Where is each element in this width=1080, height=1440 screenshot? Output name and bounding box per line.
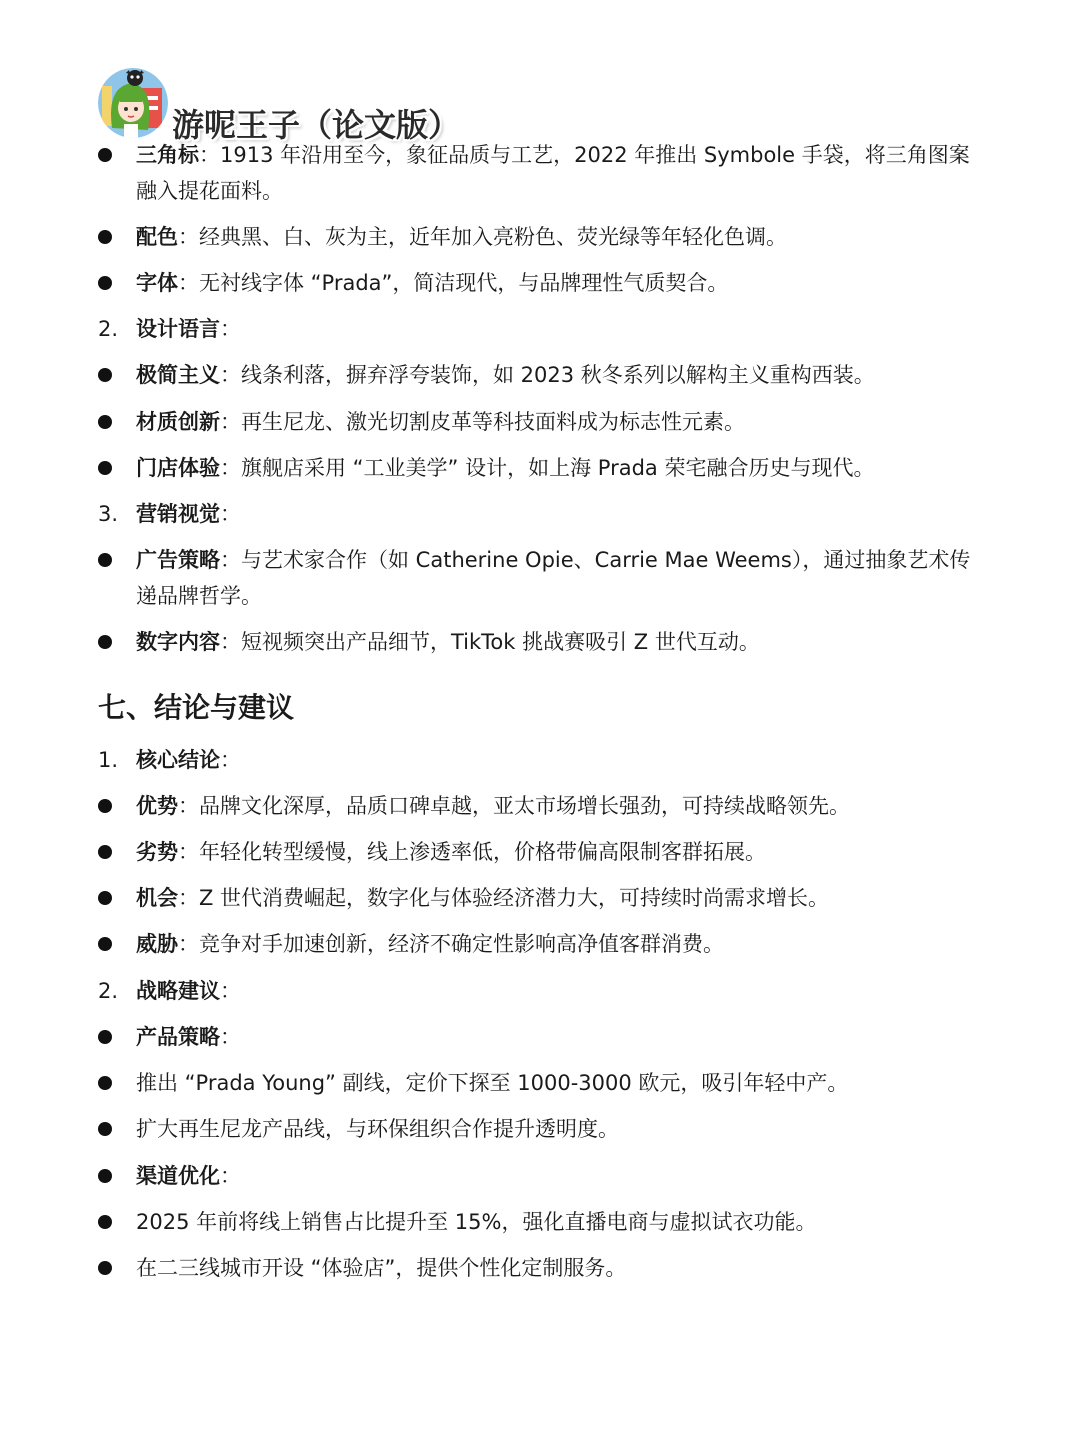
item-label: 设计语言 [136,317,220,341]
bullet-icon [98,1261,112,1275]
item-number: 1. [98,748,119,772]
item-label: 字体 [136,271,178,295]
list-item [98,357,988,393]
item-label: 产品策略 [136,1025,220,1049]
item-text: 推出 “Prada Young” 副线，定价下探至 1000-3000 欧元，吸引年轻中产。 [136,1071,849,1095]
list-item [98,1204,988,1240]
item-text: 2025 年前将线上销售占比提升至 15%，强化直播电商与虚拟试衣功能。 [136,1210,817,1234]
item-text: ： [220,502,241,526]
bullet-icon [98,1169,112,1183]
item-text: ： [220,748,241,772]
numbered-item [98,973,988,1009]
list-item [98,450,988,486]
list-item [98,1065,988,1101]
bullet-icon [98,553,112,567]
item-text: ： [220,1025,241,1049]
bullet-icon [98,891,112,905]
item-text: ：品牌文化深厚，品质口碑卓越，亚太市场增长强劲，可持续战略领先。 [178,794,850,818]
item-text: ：旗舰店采用 “工业美学” 设计，如上海 Prada 荣宅融合历史与现代。 [220,456,875,480]
list-item [98,219,988,255]
item-text: ：线条利落，摒弃浮夸装饰，如 2023 秋冬系列以解构主义重构西装。 [220,363,875,387]
item-text: ： [220,317,241,341]
bullet-icon [98,230,112,244]
numbered-item [98,311,988,347]
bullet-icon [98,415,112,429]
bullet-icon [98,148,112,162]
list-item [98,1158,988,1194]
bullet-icon [98,845,112,859]
item-text: ：Z 世代消费崛起，数字化与体验经济潜力大，可持续时尚需求增长。 [178,886,830,910]
bullet-icon [98,799,112,813]
item-label: 战略建议 [136,979,220,1003]
list-item [98,926,988,962]
item-text: ：与艺术家合作（如 Catherine Opie、Carrie Mae Weems），通过抽象艺术传递品牌哲学。 [136,548,971,608]
list-item [98,1111,988,1147]
item-text: ：竞争对手加速创新，经济不确定性影响高净值客群消费。 [178,932,724,956]
item-label: 材质创新 [136,410,220,434]
item-text: 在二三线城市开设 “体验店”，提供个性化定制服务。 [136,1256,627,1280]
item-text: ：无衬线字体 “Prada”，简洁现代，与品牌理性气质契合。 [178,271,729,295]
item-text: 扩大再生尼龙产品线，与环保组织合作提升透明度。 [136,1117,619,1141]
watermark-header [98,66,461,144]
list-item [98,1250,988,1286]
bullet-icon [98,368,112,382]
item-text: ：再生尼龙、激光切割皮革等科技面料成为标志性元素。 [220,410,745,434]
cartoon-avatar-icon [98,68,168,138]
bullet-icon [98,1076,112,1090]
list-item [98,788,988,824]
list-item [98,265,988,301]
numbered-item [98,742,988,778]
item-text: ： [220,1164,241,1188]
item-label: 配色 [136,225,178,249]
item-label: 核心结论 [136,748,220,772]
item-text: ：年轻化转型缓慢，线上渗透率低，价格带偏高限制客群拓展。 [178,840,766,864]
bullet-icon [98,1030,112,1044]
item-label: 营销视觉 [136,502,220,526]
item-label: 机会 [136,886,178,910]
item-number: 2. [98,979,119,1003]
bullet-icon [98,276,112,290]
list-item [98,880,988,916]
list-item [98,404,988,440]
item-number: 2. [98,317,119,341]
section-heading: 七、结论与建议 [98,691,295,724]
brand-title: 游呢王子（论文版） [172,106,461,144]
item-label: 广告策略 [136,548,220,572]
item-label: 极简主义 [136,363,220,387]
bullet-icon [98,1215,112,1229]
list-item [98,1019,988,1055]
list-item [98,542,988,614]
item-label: 数字内容 [136,630,220,654]
bullet-icon [98,937,112,951]
item-text: ：短视频突出产品细节，TikTok 挑战赛吸引 Z 世代互动。 [220,630,760,654]
item-text: ：1913 年沿用至今，象征品质与工艺，2022 年推出 Symbole 手袋，将三角图案融入提花面料。 [136,143,970,203]
item-label: 劣势 [136,840,178,864]
numbered-item [98,496,988,532]
item-text: ： [220,979,241,1003]
item-label: 渠道优化 [136,1164,220,1188]
list-item [98,137,988,209]
item-label: 三角标 [136,143,199,167]
item-label: 优势 [136,794,178,818]
item-number: 3. [98,502,119,526]
list-item [98,834,988,870]
item-label: 威胁 [136,932,178,956]
bullet-icon [98,635,112,649]
list-item [98,624,988,660]
item-label: 门店体验 [136,456,220,480]
item-text: ：经典黑、白、灰为主，近年加入亮粉色、荧光绿等年轻化色调。 [178,225,787,249]
bullet-icon [98,461,112,475]
bullet-icon [98,1122,112,1136]
